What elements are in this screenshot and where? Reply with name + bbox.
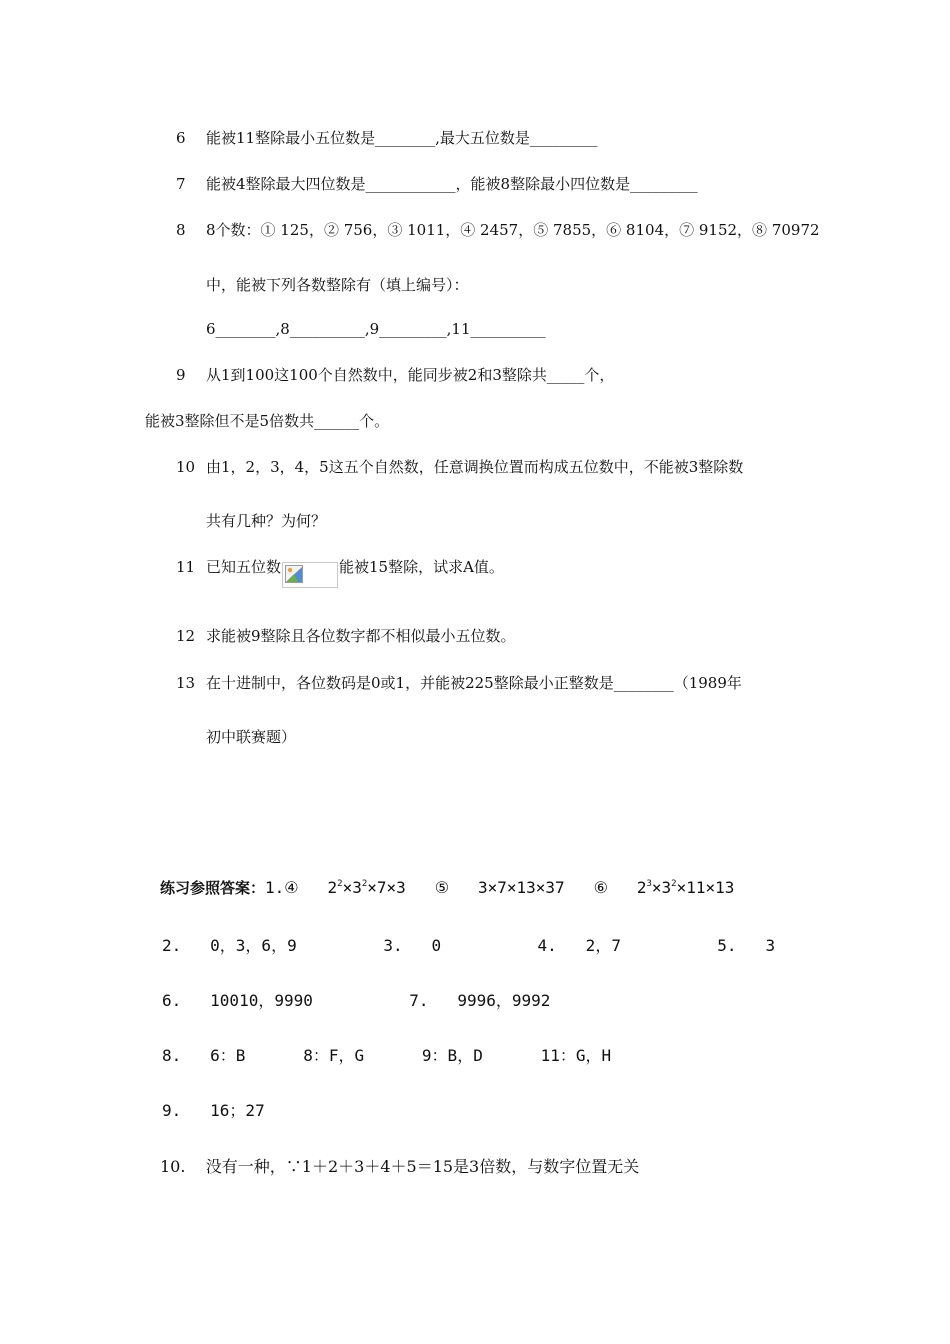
question-number: 12	[176, 627, 196, 645]
answer-1-circled-6: ⑥	[593, 878, 608, 897]
answer-line: 10. 没有一种，∵1＋2＋3＋4＋5＝15是3倍数，与数字位置无关	[160, 1157, 640, 1176]
question-text: 在十进制中，各位数码是0或1，并能被225整除最小正整数是________（1989年	[206, 674, 742, 692]
question-text: 从1到100这100个自然数中，能同步被2和3整除共_____个，	[206, 366, 615, 384]
answer-1-circled-5: ⑤	[434, 878, 450, 897]
answer-line: 8. 6：B 8：F，G 9：B，D 11：G，H	[162, 1046, 612, 1065]
broken-image-icon	[282, 562, 338, 588]
question-text: 由1，2，3，4，5这五个自然数，任意调换位置而构成五位数中，不能被3整除数	[206, 458, 744, 476]
question-text: 共有几种？为何？	[206, 512, 327, 530]
question-text	[206, 557, 504, 588]
question-number: 13	[176, 674, 196, 692]
answer-1-choice: 1.④	[265, 878, 299, 897]
question-number: 8	[176, 221, 186, 239]
question-text: 中，能被下列各数整除有（填上编号）：	[206, 276, 469, 294]
question-text-before-image: 已知五位数	[206, 558, 282, 576]
question-text: 6________,8__________,9_________,11__________	[206, 320, 546, 338]
question-number: 9	[176, 366, 186, 384]
question-text: 初中联赛题）	[206, 728, 297, 746]
question-text: 能被11整除最小五位数是________,最大五位数是_________	[206, 129, 598, 147]
question-number: 6	[176, 129, 186, 147]
question-text-after-image: 能被15整除，试求A值。	[339, 558, 504, 576]
answer-line: 9. 16；27	[162, 1101, 265, 1120]
question-text: 求能被9整除且各位数字都不相似最小五位数。	[206, 627, 516, 645]
answer-1-expr-b: 3×7×13×37	[477, 878, 565, 897]
answers-title: 练习参照答案：	[160, 879, 266, 897]
question-text: 能被3整除但不是5倍数共______个。	[145, 412, 390, 430]
answer-1-expr-a: $2^2\times 3^2\times 7\times 3$	[327, 878, 406, 897]
question-number: 11	[176, 558, 196, 576]
answer-1-expr-c: $2^3\times 3^2\times 11\times 13$	[636, 878, 735, 897]
answer-line	[160, 877, 734, 899]
question-text: 8个数：① 125，② 756，③ 1011，④ 2457，⑤ 7855，⑥ 8104，⑦ 9152，⑧ 70972	[206, 221, 820, 239]
question-number: 10	[176, 458, 196, 476]
answer-line: 2. 0，3，6，9 3. 0 4. 2，7 5. 3	[162, 936, 776, 955]
answer-line: 6. 10010，9990 7. 9996，9992	[162, 991, 551, 1010]
question-text: 能被4整除最大四位数是____________，能被8整除最小四位数是_________	[206, 175, 698, 193]
question-number: 7	[176, 175, 186, 193]
